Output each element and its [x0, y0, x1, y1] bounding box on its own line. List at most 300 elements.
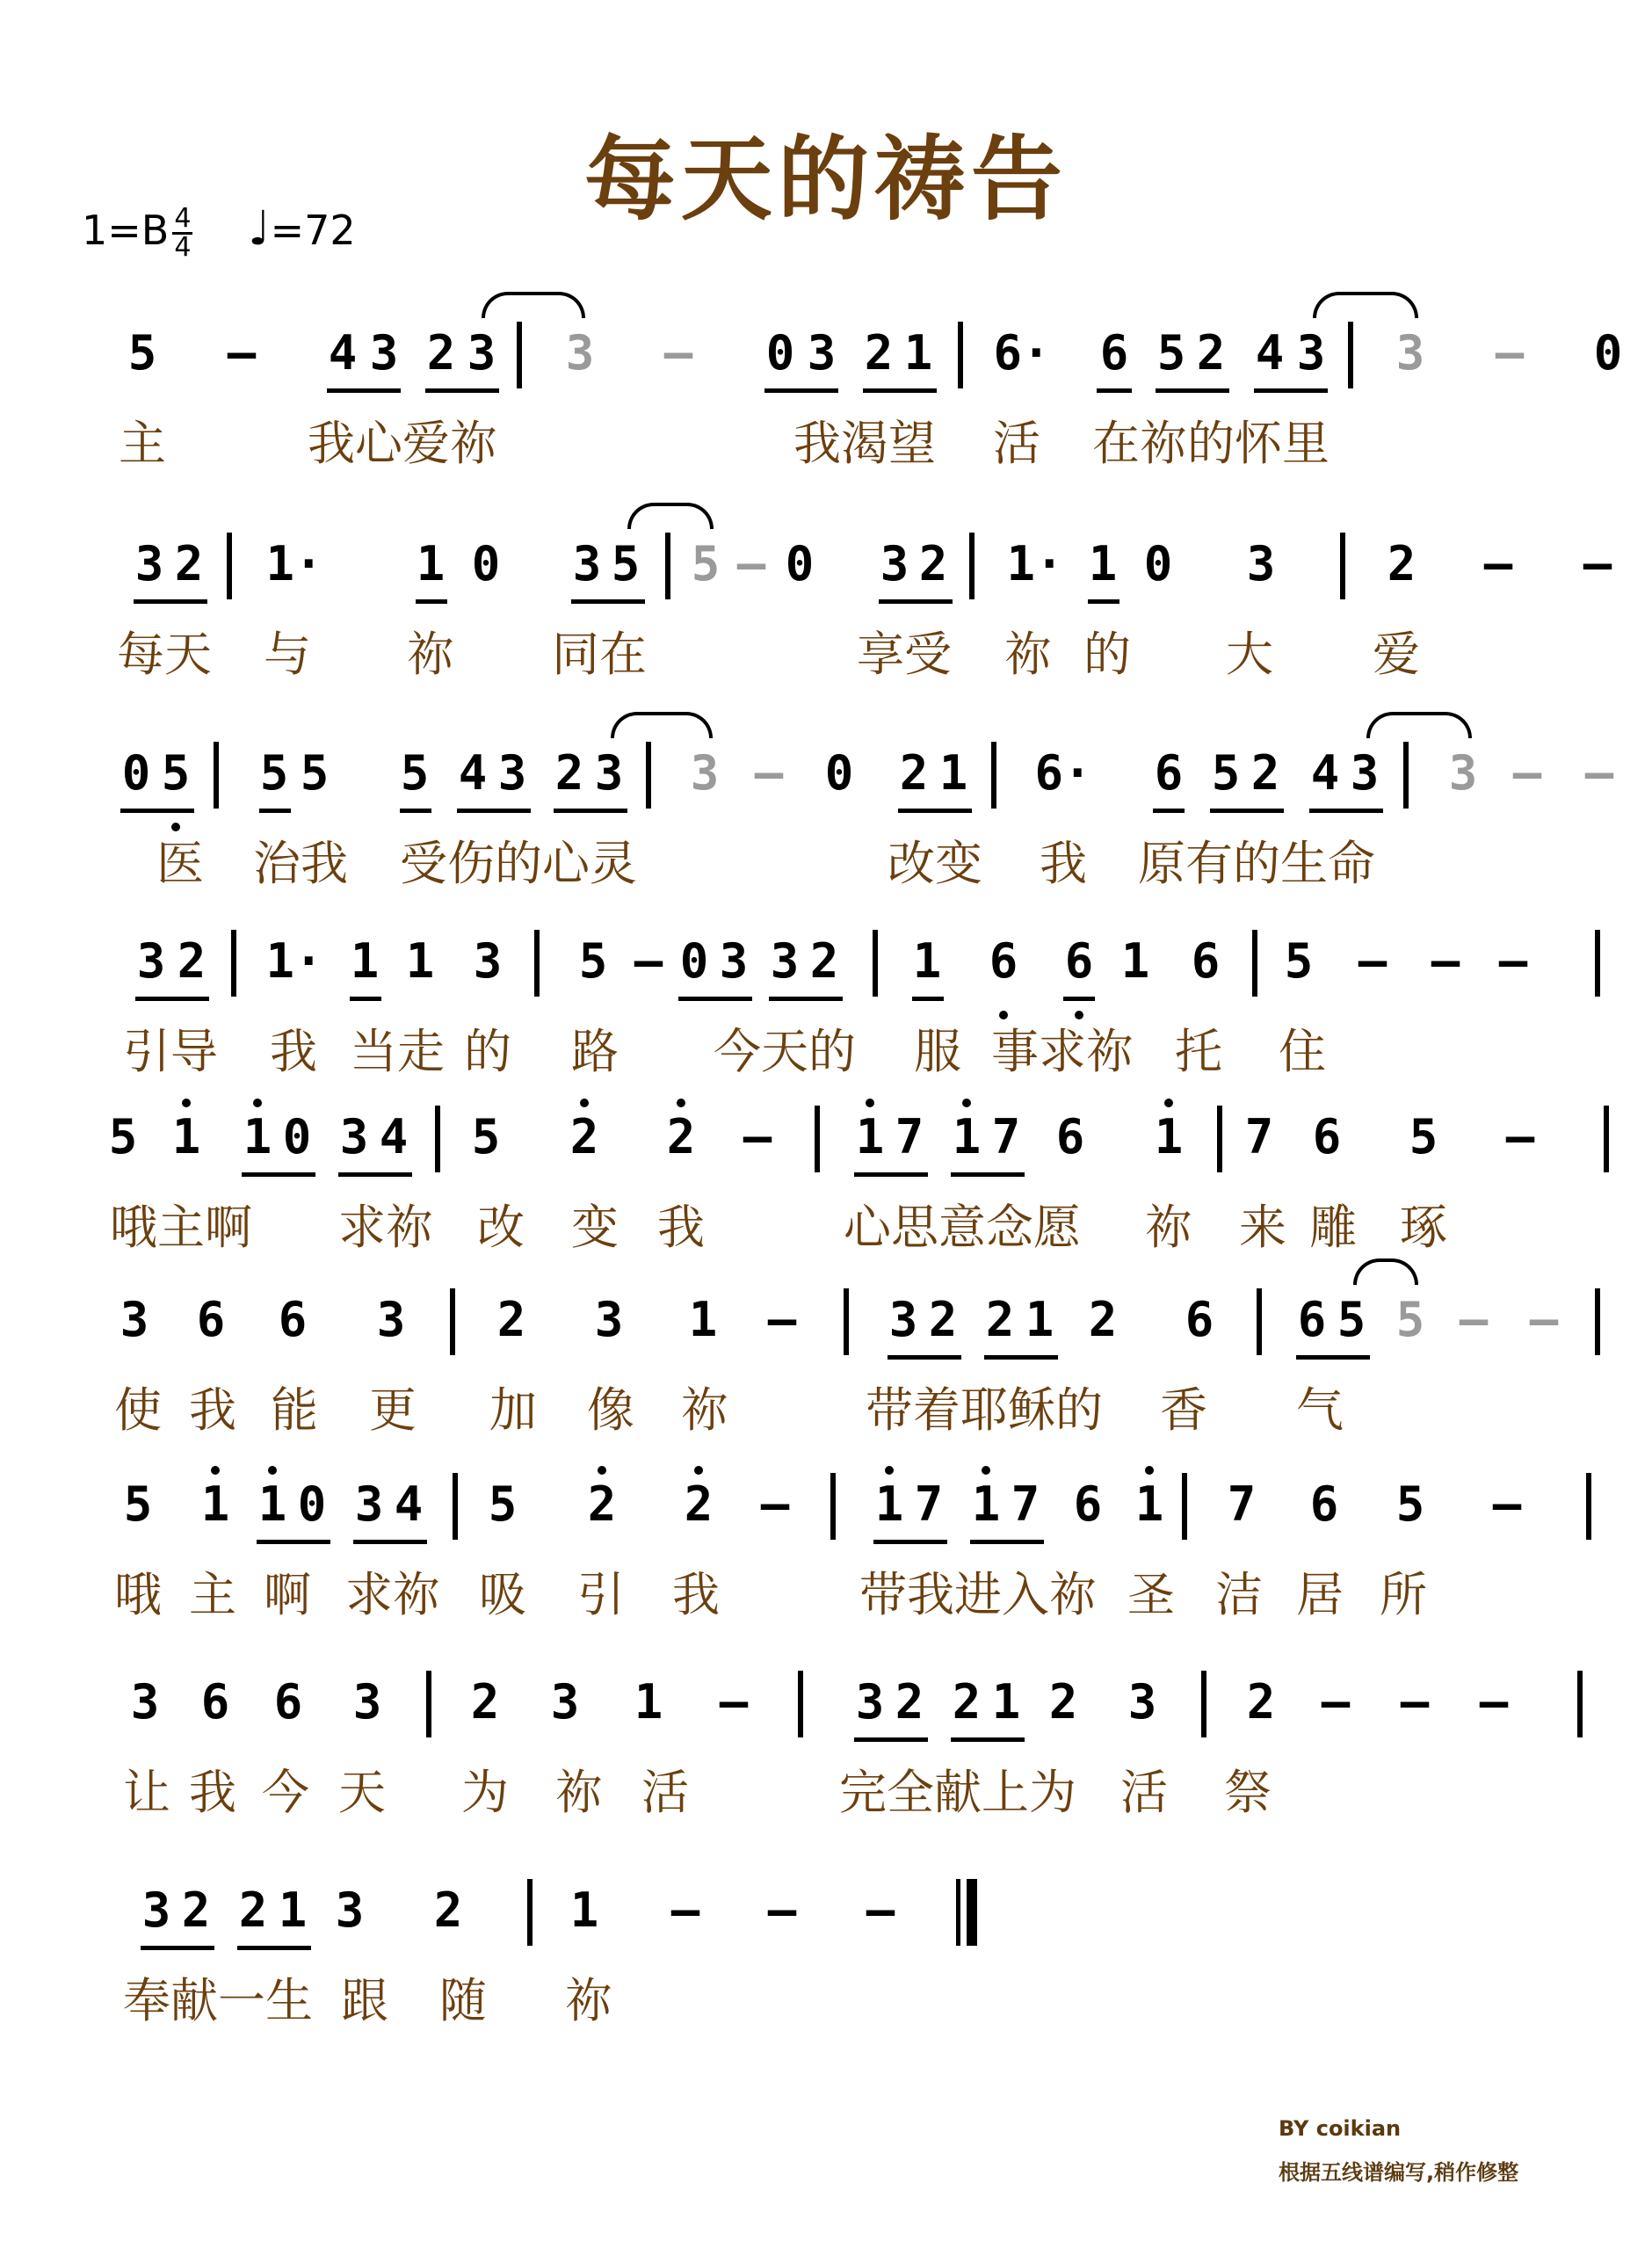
underline — [951, 1172, 1025, 1177]
lyric: 气 — [1296, 1382, 1344, 1438]
octave-dot — [1145, 1466, 1154, 1475]
note: 4 — [458, 745, 488, 801]
note: 6 — [1154, 745, 1184, 801]
note: 5 — [578, 933, 608, 989]
underline — [854, 1172, 928, 1177]
lyric: 祭 — [1224, 1765, 1272, 1820]
note: 3 — [565, 325, 595, 381]
note: 2 — [569, 1109, 599, 1164]
note: 1· — [265, 536, 323, 591]
note: 2 — [177, 933, 206, 989]
note: 1 — [952, 1109, 982, 1164]
note: 1 — [855, 1109, 885, 1164]
note: 6 — [200, 1674, 230, 1730]
note: 1 — [1025, 1292, 1054, 1347]
barline — [1340, 533, 1345, 599]
barline — [214, 742, 219, 809]
underline — [457, 809, 531, 813]
lyric: 的 — [1083, 627, 1131, 682]
lyric: 活 — [641, 1765, 689, 1820]
note: 3 — [1127, 1674, 1157, 1730]
tie — [1353, 1258, 1418, 1285]
note: 6 — [989, 933, 1018, 989]
note: 1 — [243, 1109, 272, 1164]
underline — [400, 809, 431, 813]
dash: – — [1495, 325, 1525, 381]
note: 2 — [684, 1476, 714, 1532]
barline — [1595, 930, 1600, 997]
lyric: 引 — [577, 1567, 625, 1622]
note: 4 — [394, 1476, 424, 1532]
note: 6· — [993, 325, 1051, 381]
barline — [1604, 1106, 1609, 1172]
barline — [830, 1473, 836, 1540]
note: 1 — [1120, 933, 1150, 989]
barline — [969, 533, 975, 599]
dash: – — [227, 325, 257, 381]
barline — [958, 322, 963, 388]
note: 6 — [196, 1292, 226, 1347]
note: 3 — [339, 1109, 369, 1164]
underline — [416, 599, 447, 604]
lyric: 洁 — [1215, 1567, 1263, 1622]
note: 3 — [719, 933, 749, 989]
lyric: 我 — [189, 1765, 236, 1820]
note: 2 — [181, 1882, 211, 1938]
octave-dot — [211, 1466, 220, 1475]
octave-dot — [677, 1099, 685, 1107]
lyric: 来 — [1239, 1200, 1286, 1255]
lyric: 啊 — [264, 1567, 311, 1622]
lyric: 改 — [477, 1200, 525, 1255]
note: 6 — [1073, 1476, 1103, 1532]
underline — [912, 997, 944, 1001]
time-bottom: 4 — [174, 232, 192, 263]
underline — [854, 1737, 928, 1742]
note: 0 — [785, 536, 815, 591]
note: 1· — [1006, 536, 1064, 591]
note: 1 — [688, 1292, 718, 1347]
dash: – — [663, 325, 693, 381]
dash: – — [1584, 745, 1614, 801]
lyric: 改变 — [888, 836, 982, 891]
octave-dot — [268, 1466, 277, 1475]
lyric: 让 — [123, 1765, 170, 1820]
lyric: 我 — [270, 1024, 317, 1079]
lyric: 求祢 — [338, 1200, 433, 1255]
note: 0 — [765, 325, 795, 381]
lyric: 我 — [672, 1567, 720, 1622]
tempo-value: =72 — [270, 207, 356, 254]
note: 1 — [1088, 536, 1118, 591]
underline — [769, 997, 843, 1001]
lyric: 吸 — [479, 1567, 526, 1622]
barline — [1348, 322, 1353, 388]
final-barline-thin — [956, 1879, 960, 1946]
note: 3 — [594, 745, 624, 801]
octave-dot — [598, 1466, 606, 1475]
lyric: 在祢的怀里 — [1092, 416, 1330, 471]
note: 2 — [918, 536, 948, 591]
note: 3 — [888, 1292, 918, 1347]
lyric: 圣 — [1127, 1567, 1175, 1622]
note: 5 — [400, 745, 430, 801]
barline — [231, 930, 236, 997]
barline — [1252, 930, 1257, 997]
note: 1 — [1154, 1109, 1184, 1164]
note: 2 — [470, 1674, 500, 1730]
note: 5 — [1156, 325, 1186, 381]
underline — [1210, 809, 1284, 813]
barline — [1257, 1288, 1262, 1355]
barline — [450, 1288, 455, 1355]
quarter-note-icon: ♩ — [248, 200, 271, 256]
barline — [435, 1106, 440, 1172]
note: 3 — [136, 933, 166, 989]
note: 2 — [809, 933, 839, 989]
underline — [898, 809, 972, 813]
lyric: 随 — [439, 1973, 487, 2028]
dash: – — [1583, 536, 1612, 591]
dash: – — [866, 1882, 895, 1938]
note: 5 — [691, 536, 721, 591]
note: 2 — [985, 1292, 1015, 1347]
lyric: 今天的 — [714, 1024, 856, 1079]
lyric: 与 — [264, 627, 311, 682]
underline — [257, 1540, 330, 1544]
note: 3 — [572, 536, 602, 591]
note: 3 — [1246, 536, 1276, 591]
lyric: 主 — [189, 1567, 236, 1622]
note: 2 — [952, 1674, 982, 1730]
underline — [888, 1355, 961, 1360]
note: 6 — [1064, 933, 1094, 989]
barline — [991, 742, 996, 809]
underline — [425, 388, 499, 393]
barline — [844, 1288, 849, 1355]
note: 3 — [880, 536, 909, 591]
note: 1 — [569, 1882, 599, 1938]
barline — [1182, 1473, 1187, 1540]
note: 5 — [161, 745, 191, 801]
note: 3 — [594, 1292, 624, 1347]
underline — [327, 388, 401, 393]
underline — [879, 599, 953, 604]
note: 6 — [278, 1292, 308, 1347]
note: 3 — [467, 325, 496, 381]
dash: – — [719, 1674, 749, 1730]
note: 5 — [471, 1109, 501, 1164]
note: 6· — [1034, 745, 1092, 801]
dash: – — [1492, 1476, 1522, 1532]
note: 3 — [369, 325, 399, 381]
note: 7 — [1011, 1476, 1040, 1532]
barline — [227, 533, 232, 599]
dash: – — [634, 933, 663, 989]
lyric: 原有的生命 — [1138, 836, 1375, 891]
note: 2 — [587, 1476, 617, 1532]
lyric: 祢 — [555, 1765, 603, 1820]
note: 6 — [1312, 1109, 1342, 1164]
note: 2 — [928, 1292, 958, 1347]
note: 3 — [120, 1292, 149, 1347]
dash: – — [767, 1292, 797, 1347]
lyric: 琢 — [1400, 1200, 1447, 1255]
dash: – — [1512, 745, 1542, 801]
underline — [554, 809, 627, 813]
note: 1 — [405, 933, 435, 989]
lyric: 事求祢 — [991, 1024, 1134, 1079]
lyric: 医 — [156, 836, 204, 891]
note: 5 — [611, 536, 641, 591]
barline — [517, 322, 522, 388]
underline — [1097, 388, 1132, 393]
underline — [863, 388, 937, 393]
dash: – — [767, 1882, 797, 1938]
underline — [873, 1540, 947, 1544]
note: 0 — [1143, 536, 1173, 591]
note: 2 — [666, 1109, 696, 1164]
note: 3 — [855, 1674, 885, 1730]
lyric: 托 — [1175, 1024, 1222, 1079]
lyric: 受伤的心灵 — [400, 836, 637, 891]
note: 3 — [550, 1674, 580, 1730]
time-signature — [172, 203, 192, 263]
lyric: 引导 — [123, 1024, 218, 1079]
note: 3 — [770, 933, 800, 989]
note: 3 — [1395, 325, 1425, 381]
note: 6 — [1055, 1109, 1085, 1164]
note: 3 — [352, 1674, 382, 1730]
dash: – — [736, 536, 766, 591]
underline — [984, 1355, 1058, 1360]
note: 6 — [1309, 1476, 1339, 1532]
note: 5 — [1395, 1292, 1425, 1347]
note: 3 — [807, 325, 837, 381]
note: 2 — [426, 325, 456, 381]
tie — [627, 503, 714, 529]
note: 6 — [1297, 1292, 1327, 1347]
note: 5 — [259, 745, 289, 801]
note: 4 — [328, 325, 358, 381]
dash: – — [1529, 1292, 1559, 1347]
note: 2 — [496, 1292, 526, 1347]
lyric: 我 — [189, 1382, 236, 1438]
note: 3 — [130, 1674, 160, 1730]
note: 0 — [824, 745, 854, 801]
source-note: 根据五线谱编写,稍作修整 — [1279, 2160, 1519, 2185]
octave-dot — [885, 1466, 894, 1475]
octave-dot — [182, 1099, 191, 1107]
note: 2 — [1250, 745, 1280, 801]
underline — [571, 599, 645, 604]
final-barline-thick — [967, 1879, 977, 1946]
underline — [1063, 997, 1095, 1001]
note: 4 — [1255, 325, 1285, 381]
note: 7 — [895, 1109, 924, 1164]
barline — [1586, 1473, 1591, 1540]
octave-dot — [962, 1099, 971, 1107]
lyric: 哦主啊 — [110, 1200, 252, 1255]
dash: – — [1431, 933, 1460, 989]
barline — [815, 1106, 820, 1172]
lyric: 大 — [1226, 627, 1273, 682]
lyric: 所 — [1380, 1567, 1427, 1622]
underline — [1156, 388, 1229, 393]
note: 1 — [903, 325, 933, 381]
underline — [1254, 388, 1328, 393]
barline — [646, 742, 651, 809]
note: 5 — [108, 1109, 138, 1164]
note: 3 — [1350, 745, 1380, 801]
note: 0 — [471, 536, 501, 591]
lyric: 活 — [993, 416, 1040, 471]
note: 7 — [991, 1109, 1021, 1164]
barline — [798, 1671, 803, 1737]
barline — [1403, 742, 1409, 809]
note: 1 — [991, 1674, 1021, 1730]
note: 3 — [690, 745, 720, 801]
note: 1 — [171, 1109, 201, 1164]
lyric: 当走 — [350, 1024, 445, 1079]
note: 2 — [1196, 325, 1226, 381]
lyric: 居 — [1296, 1567, 1344, 1622]
note: 1 — [200, 1476, 230, 1532]
lyric: 爱 — [1373, 627, 1420, 682]
lyric: 心思意念愿 — [844, 1200, 1081, 1255]
underline — [1309, 809, 1383, 813]
note: 5 — [1395, 1476, 1425, 1532]
note: 2 — [174, 536, 204, 591]
note: 1 — [971, 1476, 1001, 1532]
note: 0 — [297, 1476, 327, 1532]
dash: – — [1400, 1674, 1430, 1730]
tie — [1366, 712, 1472, 738]
note: 3 — [335, 1882, 365, 1938]
dash: – — [1459, 1292, 1489, 1347]
lyric: 治我 — [253, 836, 348, 891]
lyric: 服 — [914, 1024, 961, 1079]
note: 2 — [895, 1674, 924, 1730]
tie — [1313, 292, 1418, 318]
note: 3 — [376, 1292, 406, 1347]
underline — [259, 809, 291, 813]
time-top: 4 — [174, 203, 192, 234]
note: 5 — [488, 1476, 518, 1532]
note: 3 — [1448, 745, 1478, 801]
octave-dot — [866, 1099, 874, 1107]
underline — [141, 1946, 214, 1950]
dash: – — [670, 1882, 700, 1938]
barline — [426, 1671, 431, 1737]
note: 3 — [473, 933, 503, 989]
note: 1 — [278, 1882, 308, 1938]
note: 3 — [141, 1882, 171, 1938]
note: 3 — [134, 536, 164, 591]
lyric: 每天 — [117, 627, 212, 682]
barline — [1595, 1288, 1600, 1355]
underline — [1296, 1355, 1370, 1360]
note: 2 — [1387, 536, 1417, 591]
dash: – — [1505, 1109, 1535, 1164]
note: 5 — [1211, 745, 1241, 801]
lyric: 像 — [587, 1382, 634, 1438]
octave-dot — [580, 1099, 589, 1107]
barline — [1577, 1671, 1583, 1737]
dash: – — [743, 1109, 772, 1164]
underline — [353, 1540, 427, 1544]
note: 0 — [282, 1109, 312, 1164]
underline — [970, 1540, 1044, 1544]
octave-dot — [694, 1466, 703, 1475]
lyric: 我 — [657, 1200, 705, 1255]
underline — [1088, 599, 1119, 604]
note: 1 — [912, 933, 942, 989]
note: 2 — [1048, 1674, 1078, 1730]
note: 2 — [1246, 1674, 1276, 1730]
song-title: 每天的祷告 — [583, 126, 1068, 233]
lyric: 加 — [489, 1382, 537, 1438]
dash: – — [1498, 933, 1528, 989]
note: 0 — [1593, 325, 1623, 381]
dash: – — [1483, 536, 1513, 591]
note: 2 — [1088, 1292, 1118, 1347]
lyric: 天 — [338, 1765, 386, 1820]
lyric: 我渴望 — [793, 416, 936, 471]
note: 1 — [634, 1674, 663, 1730]
note: 4 — [379, 1109, 409, 1164]
lyric: 祢 — [1145, 1200, 1192, 1255]
note: 2 — [433, 1882, 463, 1938]
lyric: 变 — [571, 1200, 619, 1255]
barline — [1201, 1671, 1206, 1737]
octave-dot — [253, 1099, 262, 1107]
note: 1 — [874, 1476, 904, 1532]
note: 5 — [123, 1476, 153, 1532]
underline — [135, 997, 209, 1001]
lyric: 求祢 — [345, 1567, 440, 1622]
barline — [527, 1879, 533, 1946]
underline — [951, 1737, 1025, 1742]
note: 5 — [1337, 1292, 1366, 1347]
note: 6 — [1099, 325, 1129, 381]
barline — [873, 930, 878, 997]
lyric: 完全献上为 — [839, 1765, 1076, 1820]
note: 7 — [1227, 1476, 1257, 1532]
underline — [1153, 809, 1185, 813]
octave-dot — [982, 1466, 990, 1475]
lyric: 使 — [114, 1382, 162, 1438]
lyric: 奉献一生 — [123, 1973, 313, 2028]
lyric: 带我进入祢 — [859, 1567, 1097, 1622]
note: 0 — [121, 745, 151, 801]
note: 2 — [554, 745, 584, 801]
key-signature — [82, 200, 356, 261]
note: 3 — [497, 745, 527, 801]
note: 3 — [354, 1476, 384, 1532]
author-credit: BY coikian — [1279, 2116, 1402, 2141]
lyric: 带着耶稣的 — [866, 1382, 1103, 1438]
dash: – — [760, 1476, 790, 1532]
lyric: 能 — [271, 1382, 318, 1438]
note: 5 — [1409, 1109, 1438, 1164]
underline — [242, 1172, 315, 1177]
note: 2 — [899, 745, 929, 801]
barline — [453, 1473, 458, 1540]
note: 1 — [1134, 1476, 1164, 1532]
note: 5 — [1284, 933, 1314, 989]
underline — [237, 1946, 311, 1950]
